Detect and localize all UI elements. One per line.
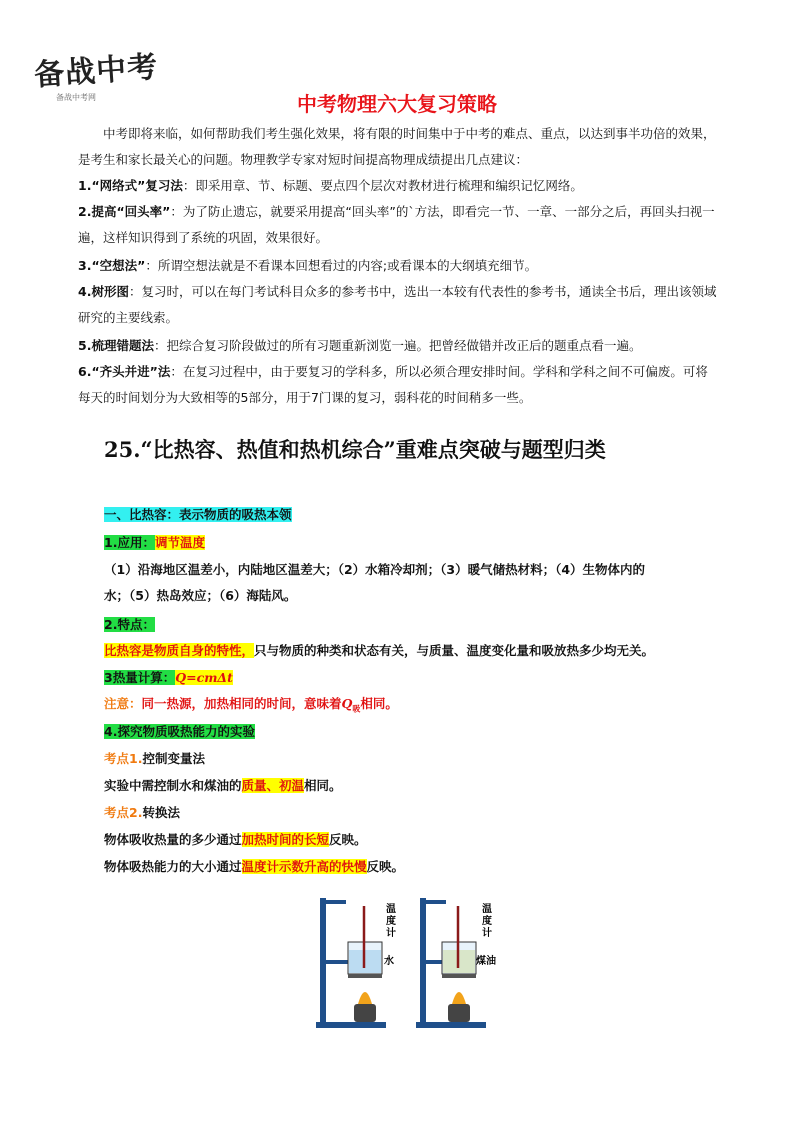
tip-1 bbox=[78, 173, 718, 199]
calc-label: 热量计算： bbox=[112, 670, 176, 685]
tip-4-text: ：复习时，可以在每门考试科目众多的参考书中，选出一本较有代表性的参考书，通读全书后，理出该领域研究的主要线索。 bbox=[78, 284, 717, 325]
left-flame-icon bbox=[358, 992, 372, 1004]
kaodian-2-line-2-a: 物体吸热能力的大小通过 bbox=[104, 859, 242, 874]
experiment-title: 4.探究物质吸热能力的实验 bbox=[104, 724, 255, 739]
kaodian-1-title: 控制变量法 bbox=[142, 751, 205, 766]
section-heading: 25.“比热容、热值和热机综合”重难点突破与题型归类 bbox=[104, 437, 606, 462]
right-label-3: 计 bbox=[482, 928, 492, 939]
intro-paragraph: 中考即将来临，如何帮助我们考生强化效果，将有限的时间集中于中考的难点、重点，以达到事半功倍的效果，是考生和家长最关心的问题。物理教学专家对短时间提高物理成绩提出几点建议： bbox=[78, 126, 716, 167]
tip-2 bbox=[78, 199, 718, 251]
kaodian-2-line-1-highlight: 加热时间的长短 bbox=[241, 832, 330, 847]
application-label: 1.应用： bbox=[104, 535, 155, 550]
calc-line bbox=[104, 666, 233, 690]
kaodian-1 bbox=[104, 747, 205, 771]
kaodian-2-title: 转换法 bbox=[142, 805, 180, 820]
kaodian-2-line-2-highlight: 温度计示数升高的快慢 bbox=[241, 859, 367, 874]
kaodian-2-line-2-b: 反映。 bbox=[366, 859, 405, 874]
kaodian-1-text bbox=[104, 774, 342, 798]
note-text: 同一热源，加热相同的时间，意味着 bbox=[141, 696, 342, 711]
tip-6-head: 6.“齐头并进”法 bbox=[78, 364, 171, 379]
note-line bbox=[104, 692, 398, 722]
tip-1-text: ：即采用章、节、标题、要点四个层次对教材进行梳理和编织记忆网络。 bbox=[182, 178, 583, 193]
left-liquid-label: 水 bbox=[384, 956, 394, 967]
right-burner-icon bbox=[448, 1004, 470, 1022]
tip-3-text: ：所谓空想法就是不看课本回想看过的内容;或看课本的大纲填充细节。 bbox=[145, 258, 538, 273]
right-apparatus bbox=[416, 898, 496, 1028]
subsection-heading-text: 一、比热容：表示物质的吸热本领 bbox=[104, 507, 292, 522]
application-line bbox=[104, 531, 205, 555]
tip-5-head: 5.梳理错题法 bbox=[78, 338, 154, 353]
feature-line bbox=[104, 613, 155, 637]
right-base bbox=[416, 1022, 486, 1028]
kaodian-2 bbox=[104, 801, 180, 825]
application-value: 调节温度 bbox=[154, 535, 205, 550]
tip-6-text: ：在复习过程中，由于要复习的学科多，所以必须合理安排时间。学科和学科之间不可偏废。可将每天的时间划分为大致相等的5部分，用于7门课的复习，弱科花的时间稍多一些。 bbox=[78, 364, 708, 405]
left-gauze bbox=[348, 974, 382, 978]
note-end: 相同。 bbox=[360, 696, 398, 711]
right-liquid-label: 煤油 bbox=[476, 956, 496, 967]
page-title: 中考物理六大复习策略 bbox=[297, 92, 497, 116]
left-ring-arm bbox=[320, 960, 350, 964]
right-clamp bbox=[420, 900, 446, 904]
experiment-figure bbox=[312, 892, 502, 1032]
tip-5 bbox=[78, 333, 718, 359]
tip-6 bbox=[78, 359, 718, 411]
kaodian-2-line-2 bbox=[104, 855, 404, 879]
tip-2-head: 2.提高“回头率” bbox=[78, 204, 171, 219]
kaodian-1-text-a: 实验中需控制水和煤油的 bbox=[104, 778, 242, 793]
note-sub: 吸 bbox=[352, 704, 361, 714]
kaodian-1-label: 考点1. bbox=[104, 751, 143, 766]
kaodian-1-text-b: 相同。 bbox=[304, 778, 342, 793]
note-label: 注意： bbox=[104, 696, 142, 711]
experiment-title-line bbox=[104, 720, 255, 744]
logo-text: 备战中考 bbox=[33, 49, 160, 94]
kaodian-2-line-1 bbox=[104, 828, 367, 852]
application-text-1: （1）沿海地区温差小，内陆地区温差大；（2）水箱冷却剂；（3）暖气储热材料；（4）生物体内的 bbox=[104, 562, 646, 577]
tip-3-head: 3.“空想法” bbox=[78, 258, 146, 273]
kaodian-2-label: 考点2. bbox=[104, 805, 143, 820]
left-label-1: 温 bbox=[386, 904, 396, 915]
tip-5-text: ：把综合复习阶段做过的所有习题重新浏览一遍。把曾经做错并改正后的题重点看一遍。 bbox=[153, 338, 642, 353]
logo-subtext: 备战中考网 bbox=[56, 93, 96, 102]
note-q: Q bbox=[341, 696, 353, 711]
tip-2-text: ：为了防止遗忘，就要采用提高“回头率”的`方法，即看完一节、一章、一部分之后，再回头扫视一遍，这样知识得到了系统的巩固，效果很好。 bbox=[78, 204, 715, 245]
tip-3 bbox=[78, 253, 718, 279]
tip-4-head: 4.树形图 bbox=[78, 284, 129, 299]
left-label-2: 度 bbox=[386, 916, 396, 927]
subsection-heading bbox=[104, 503, 292, 527]
kaodian-2-line-1-a: 物体吸收热量的多少通过 bbox=[104, 832, 242, 847]
right-label-2: 度 bbox=[482, 916, 492, 927]
application-text-2: 水；（5）热岛效应；（6）海陆风。 bbox=[104, 588, 297, 603]
calc-formula: Q=cmΔt bbox=[175, 670, 233, 685]
left-label-3: 计 bbox=[386, 928, 396, 939]
calc-number: 3 bbox=[104, 670, 113, 685]
feature-rest: 只与物质的种类和状态有关，与质量、温度变化量和吸放热多少均无关。 bbox=[254, 643, 655, 658]
right-flame-icon bbox=[452, 992, 466, 1004]
tip-4 bbox=[78, 279, 718, 331]
left-burner-icon bbox=[354, 1004, 376, 1022]
right-gauze bbox=[442, 974, 476, 978]
left-apparatus bbox=[316, 898, 396, 1028]
feature-label: 2.特点： bbox=[104, 617, 155, 632]
left-clamp bbox=[320, 900, 346, 904]
kaodian-1-highlight: 质量、初温 bbox=[241, 778, 305, 793]
left-base bbox=[316, 1022, 386, 1028]
feature-text bbox=[104, 639, 654, 663]
kaodian-2-line-1-b: 反映。 bbox=[329, 832, 367, 847]
feature-highlight: 比热容是物质自身的特性， bbox=[104, 643, 255, 658]
right-label-1: 温 bbox=[482, 904, 492, 915]
tip-1-head: 1.“网络式”复习法 bbox=[78, 178, 183, 193]
